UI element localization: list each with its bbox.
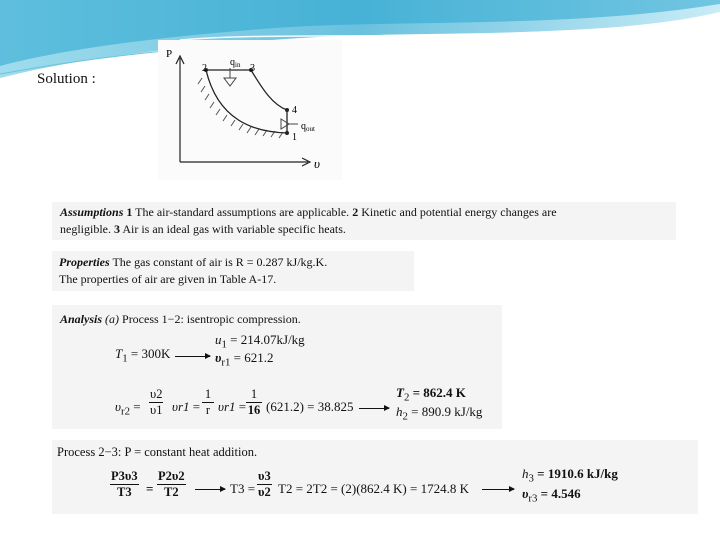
state-label-1: 1 <box>292 132 297 143</box>
state-3-relative-volume: $\upsilon_{r3} = 4.546$ <box>522 486 581 505</box>
properties-text-1: The gas constant of air is R = 0.287 kJ/kg.K. <box>112 255 328 269</box>
fraction-1-r: $\frac{1}{r}$ <box>202 387 214 418</box>
assumption-text-2: Kinetic and potential energy changes are <box>361 205 557 219</box>
assumption-text-1: The air-standard assumptions are applicable. <box>135 205 350 219</box>
analysis-process-1-2: Process 1−2: isentropic compression. <box>122 312 301 326</box>
arrow-t3-to-props <box>482 489 514 490</box>
cycle-hatching <box>198 78 283 138</box>
arrow-to-t3 <box>195 489 225 490</box>
p-axis-label: P <box>166 48 173 60</box>
process-2-3-heading: Process 2−3: P = constant heat addition. <box>57 445 258 459</box>
assumptions-heading: Assumptions <box>60 205 124 219</box>
fraction-1-16: $\frac{1}{16}$ <box>247 387 261 417</box>
fraction-p2v2-t2: $\frac{P2\upsilon 2}{T2}$ <box>158 469 185 499</box>
vr1-term-2: υr1 = <box>218 399 247 414</box>
state-1-relative-volume: $\upsilon_{r1} = 621.2$ <box>215 350 274 369</box>
header-wave-decoration <box>0 0 720 80</box>
fraction-v3-v2: $\frac{\upsilon 3}{\upsilon 2}$ <box>258 469 271 499</box>
state-point-1 <box>285 131 289 135</box>
state-label-4: 4 <box>292 105 297 116</box>
equals-sign: = <box>146 481 154 496</box>
properties-heading: Properties <box>59 255 110 269</box>
vr1-term-1: υr1 = <box>172 399 201 414</box>
properties-panel <box>52 251 414 291</box>
state-2-temperature: $T_2 = 862.4$ K <box>396 385 466 404</box>
t3-expression: T3 = <box>230 481 256 496</box>
state-1-internal-energy: $u_1 = 214.07kJ/kg$ <box>215 332 305 351</box>
assumptions-line-2 <box>60 222 346 237</box>
analysis-panel <box>52 305 502 429</box>
pv-diagram <box>158 40 342 180</box>
solution-label: Solution : <box>37 71 96 87</box>
assumption-number-1: 1 <box>126 205 133 219</box>
state-label-3: 3 <box>250 63 255 74</box>
assumptions-panel <box>52 202 676 240</box>
assumption-text-3: Air is an ideal gas with variable specific heats. <box>122 222 346 236</box>
fraction-p3v3-t3: $\frac{P3\upsilon 3}{T3}$ <box>111 469 138 499</box>
pv-diagram-svg <box>158 40 342 180</box>
process-3-4-curve <box>251 70 287 110</box>
heat-in-label: $q_{in}$ <box>230 57 241 69</box>
heat-in-arrow-icon <box>224 78 236 86</box>
state-label-2: 2 <box>202 63 207 74</box>
state-1-temperature: $T_1 = 300K$ <box>115 346 171 365</box>
arrow-t1-to-props <box>175 356 210 357</box>
process-2-3-panel <box>52 440 698 514</box>
assumption-number-3: 3 <box>114 222 120 236</box>
state-2-enthalpy: $h_2 = 890.9$ kJ/kg <box>396 404 483 423</box>
t3-result: T2 = 2T2 = (2)(862.4 K) = 1724.8 K <box>278 481 469 496</box>
assumption-number-2: 2 <box>352 205 359 219</box>
vr2-result: (621.2) = 38.825 <box>266 399 354 414</box>
analysis-heading-line <box>60 312 301 327</box>
assumptions-line-1 <box>60 205 557 220</box>
process-1-2-curve <box>206 70 287 133</box>
fraction-v2-v1: $\frac{\upsilon 2}{\upsilon 1}$ <box>150 387 163 417</box>
properties-line-2: The properties of air are given in Table A-17. <box>59 272 277 286</box>
properties-line-1 <box>59 255 327 270</box>
analysis-part: (a) <box>105 312 120 326</box>
state-point-4 <box>285 108 289 112</box>
v-axis-label: υ <box>314 156 320 171</box>
vr2-symbol: $\upsilon_{r2}$ = <box>115 399 141 418</box>
heat-out-arrow-icon <box>281 119 289 129</box>
arrow-vr2-to-props <box>359 408 389 409</box>
heat-out-label: $q_{out}$ <box>301 121 315 133</box>
state-3-enthalpy: $h_3 = 1910.6$ kJ/kg <box>522 466 618 485</box>
analysis-heading: Analysis <box>60 312 103 326</box>
assumption-text-2b: negligible. <box>60 222 111 236</box>
